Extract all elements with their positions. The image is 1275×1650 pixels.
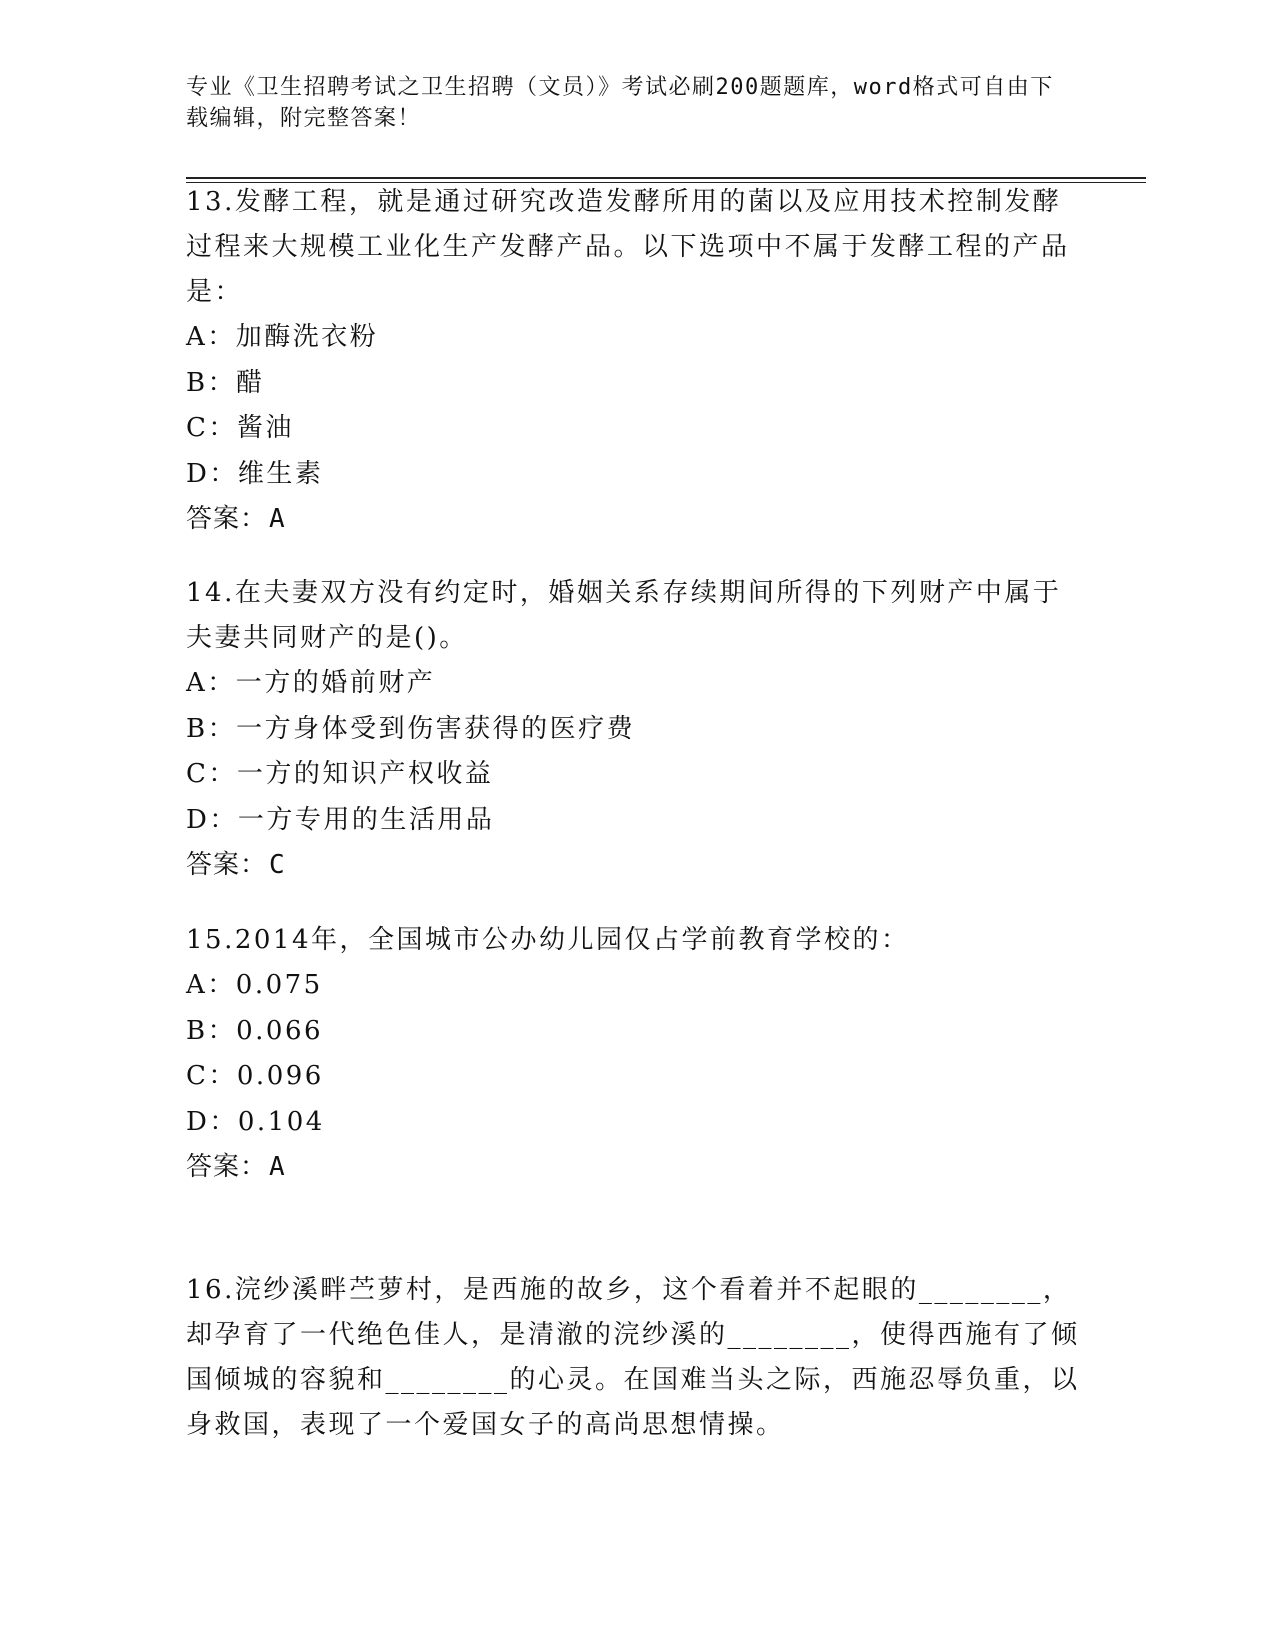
option-c: C：0.096 (186, 1061, 324, 1091)
answer-value: C (269, 850, 286, 880)
question-stem: 14.在夫妻双方没有约定时，婚姻关系存续期间所得的下列财产中属于夫妻共同财产的是()。 (186, 578, 1062, 653)
answer-label: 答案： (186, 1152, 268, 1182)
answer-value: A (269, 1152, 286, 1182)
option-b: B：醋 (186, 367, 265, 398)
question-14 (186, 571, 1086, 888)
answer-value: A (269, 504, 286, 534)
question-stem: 15.2014年，全国城市公办幼儿园仅占学前教育学校的： (186, 925, 910, 955)
option-b: B：一方身体受到伤害获得的医疗费 (186, 713, 636, 744)
option-d: D：0.104 (186, 1106, 325, 1137)
document-header: 专业《卫生招聘考试之卫生招聘（文员）》考试必刷200题题库，word格式可自由下载编辑，附完整答案！ (186, 75, 1054, 131)
answer-line (186, 1145, 1086, 1190)
question-stem: 16.浣纱溪畔苎萝村，是西施的故乡，这个看着并不起眼的________，却孕育了一代绝色佳人，是清澈的浣纱溪的________，使得西施有了倾国倾城的容貌和________的心灵。在国难当头之际，西施忍辱负重，以身救国，表现了一个爱国女子的高尚思想情操。 (186, 1275, 1080, 1440)
answer-line (186, 497, 1086, 542)
question-13 (186, 180, 1086, 542)
answer-label: 答案： (186, 850, 268, 880)
answer-line (186, 843, 1086, 888)
question-stem: 13.发酵工程，就是通过研究改造发酵所用的菌以及应用技术控制发酵过程来大规模工业化生产发酵产品。以下选项中不属于发酵工程的产品是： (186, 187, 1070, 307)
option-c: C：酱油 (186, 413, 294, 443)
option-b: B：0.066 (186, 1015, 324, 1046)
option-a: A：一方的婚前财产 (186, 668, 436, 698)
question-15 (186, 918, 1086, 1190)
option-d: D：维生素 (186, 458, 324, 489)
header-divider (186, 177, 1146, 179)
question-16 (186, 1268, 1086, 1448)
answer-label: 答案： (186, 504, 268, 534)
option-d: D：一方专用的生活用品 (186, 804, 495, 835)
option-c: C：一方的知识产权收益 (186, 759, 494, 789)
option-a: A：加酶洗衣粉 (186, 322, 379, 352)
option-a: A：0.075 (186, 970, 323, 1000)
